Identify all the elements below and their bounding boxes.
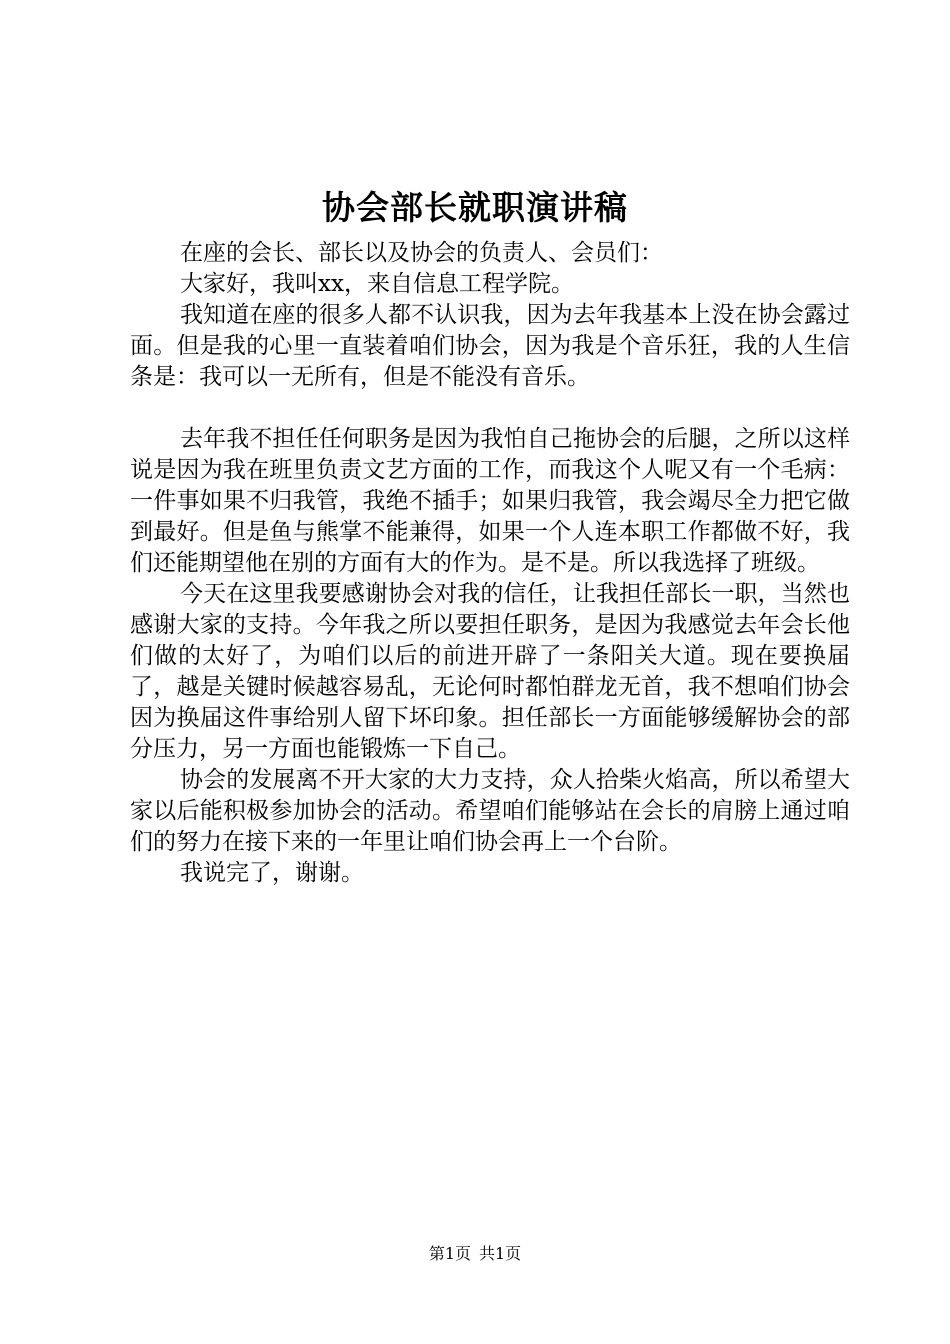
paragraph-introduction: 大家好，我叫xx，来自信息工程学院。 <box>180 271 574 297</box>
paragraph-music: 我知道在座的很多人都不认识我，因为去年我基本上没在协会露过面。但是我的心里一直装着咱们协会，因为我是个音乐狂，我的人生信条是：我可以一无所有，但是不能没有音乐。 <box>130 302 850 390</box>
paragraph-thanks: 今天在这里我要感谢协会对我的信任，让我担任部长一职，当然也感谢大家的支持。今年我之所以要担任职务，是因为我感觉去年会长他们做的太好了，为咱们以后的前进开辟了一条阳关大道。现在要换届了，越是关键时候越容易乱，无论何时都怕群龙无首，我不想咱们协会因为换届这件事给别人留下坏印象。担任部长一方面能够缓解协会的部分压力，另一方面也能锻炼一下自己。 <box>130 581 850 762</box>
page-number-current: 第1页 <box>428 1244 471 1263</box>
paragraph-last-year: 去年我不担任任何职务是因为我怕自己拖协会的后腿，之所以这样说是因为我在班里负责文艺方面的工作，而我这个人呢又有一个毛病：一件事如果不归我管，我绝不插手；如果归我管，我会竭尽全力把它做到最好。但是鱼与熊掌不能兼得，如果一个人连本职工作都做不好，我们还能期望他在别的方面有大的作为。是不是。所以我选择了班级。 <box>130 426 850 576</box>
document-body <box>130 238 850 889</box>
page-number-total: 共1页 <box>479 1244 522 1263</box>
document-title: 协会部长就职演讲稿 <box>322 188 628 227</box>
page-footer <box>0 1242 950 1266</box>
paragraph-spacer <box>130 393 850 424</box>
paragraph-greeting: 在座的会长、部长以及协会的负责人、会员们： <box>180 240 663 266</box>
paragraph-closing: 我说完了，谢谢。 <box>180 860 364 886</box>
paragraph-development: 协会的发展离不开大家的大力支持，众人拾柴火焰高，所以希望大家以后能积极参加协会的活动。希望咱们能够站在会长的肩膀上通过咱们的努力在接下来的一年里让咱们协会再上一个台阶。 <box>130 767 850 855</box>
